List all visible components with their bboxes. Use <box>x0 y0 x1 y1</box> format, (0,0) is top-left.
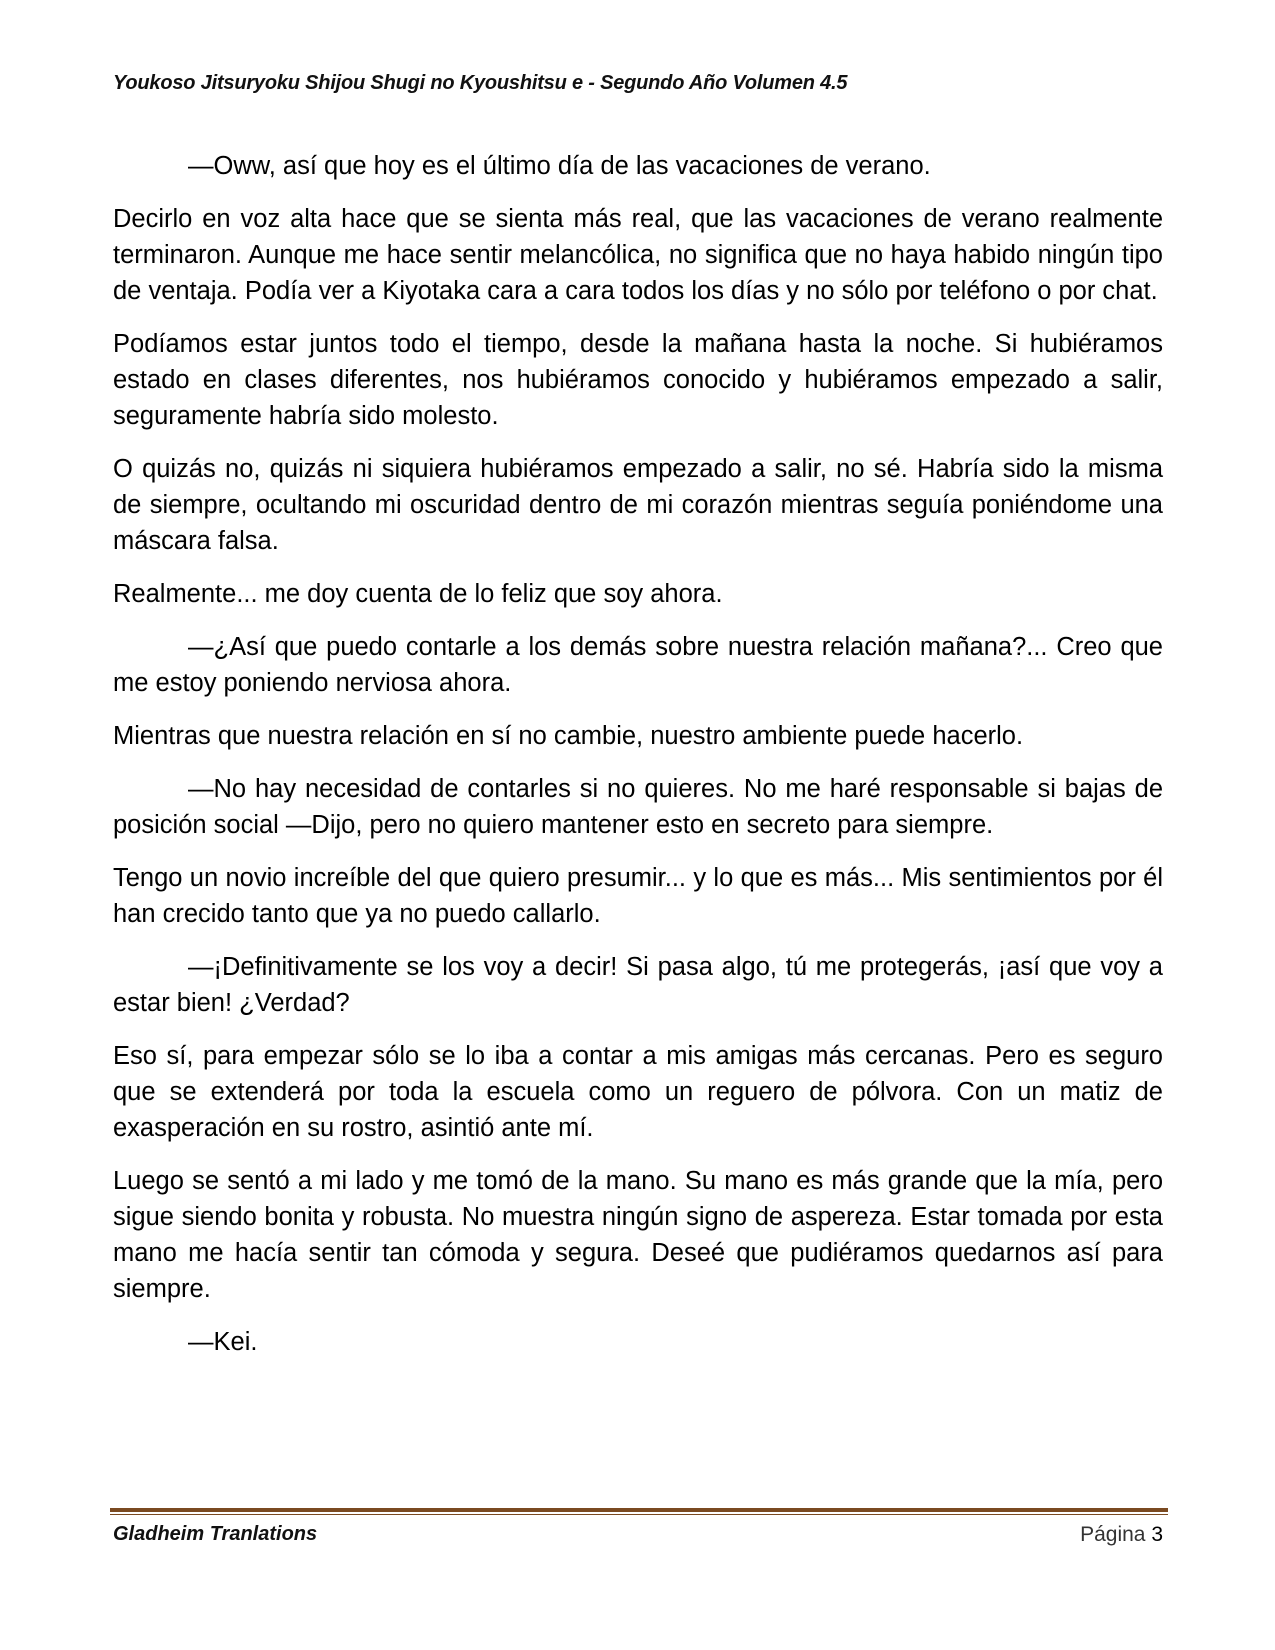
paragraph-dialogue: —¿Así que puedo contarle a los demás sobre nuestra relación mañana?... Creo que me estoy poniendo nerviosa ahora. <box>113 633 1163 697</box>
paragraph: Decirlo en voz alta hace que se sienta más real, que las vacaciones de verano realmente terminaron. Aunque me hace sentir melancólica, no significa que no haya habido ningún tipo de ventaja. Podía ver a Kiyotaka cara a cara todos los días y no sólo por teléfono o por chat. <box>113 205 1163 305</box>
paragraph: O quizás no, quizás ni siquiera hubiéramos empezado a salir, no sé. Habría sido la misma de siempre, ocultando mi oscuridad dentro de mi corazón mientras seguía poniéndome una máscara falsa. <box>113 455 1163 555</box>
footer-credit: Gladheim Tranlations <box>113 1523 318 1545</box>
paragraph-dialogue: —Oww, así que hoy es el último día de las vacaciones de verano. <box>188 152 931 180</box>
page-label: Página <box>1080 1523 1146 1546</box>
page-number: 3 <box>1151 1523 1163 1546</box>
paragraph: Mientras que nuestra relación en sí no cambie, nuestro ambiente puede hacerlo. <box>113 722 1024 750</box>
paragraph-dialogue: —¡Definitivamente se los voy a decir! Si pasa algo, tú me protegerás, ¡así que voy a estar bien! ¿Verdad? <box>113 953 1163 1017</box>
paragraph-dialogue: —No hay necesidad de contarles si no quieres. No me haré responsable si bajas de posición social —Dijo, pero no quiero mantener esto en secreto para siempre. <box>113 775 1163 839</box>
paragraph: Eso sí, para empezar sólo se lo iba a contar a mis amigas más cercanas. Pero es seguro que se extenderá por toda la escuela como un reguero de pólvora. Con un matiz de exasperación en su rostro, asintió ante mí. <box>113 1042 1163 1142</box>
paragraph: Luego se sentó a mi lado y me tomó de la mano. Su mano es más grande que la mía, pero sigue siendo bonita y robusta. No muestra ningún signo de aspereza. Estar tomada por esta mano me hacía sentir tan cómoda y segura. Deseé que pudiéramos quedarnos así para siempre. <box>113 1167 1163 1303</box>
page-number-block <box>1080 1523 1163 1547</box>
footer-divider-thin <box>110 1514 1168 1515</box>
footer-divider-thick <box>110 1508 1168 1512</box>
paragraph: Podíamos estar juntos todo el tiempo, desde la mañana hasta la noche. Si hubiéramos estado en clases diferentes, nos hubiéramos conocido y hubiéramos empezado a salir, seguramente habría sido molesto. <box>113 330 1163 430</box>
page-body <box>113 148 1163 1377</box>
paragraph-dialogue: —Kei. <box>188 1328 258 1356</box>
footer-divider <box>110 1508 1168 1516</box>
running-header: Youkoso Jitsuryoku Shijou Shugi no Kyoushitsu e - Segundo Año Volumen 4.5 <box>113 72 848 94</box>
paragraph: Realmente... me doy cuenta de lo feliz que soy ahora. <box>113 580 723 608</box>
paragraph: Tengo un novio increíble del que quiero presumir... y lo que es más... Mis sentimientos por él han crecido tanto que ya no puedo callarlo. <box>113 864 1163 928</box>
